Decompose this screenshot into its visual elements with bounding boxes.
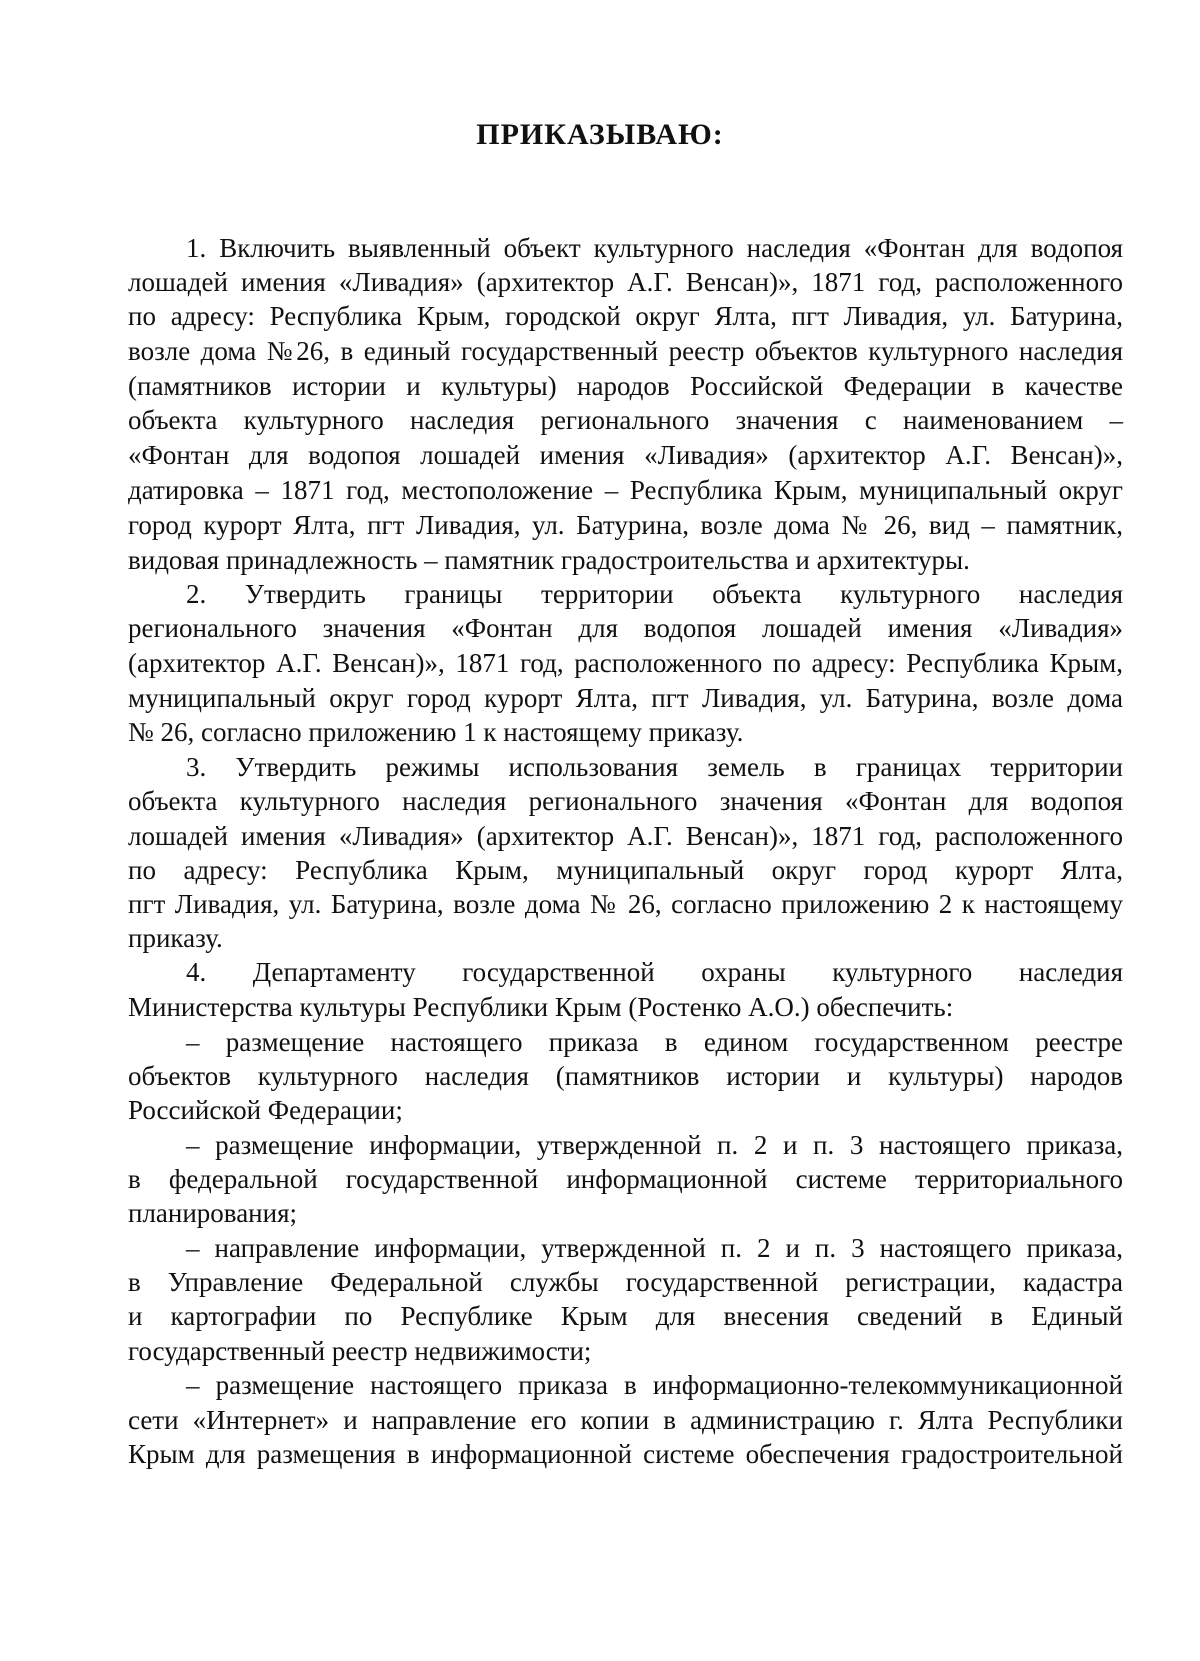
text-line: (памятников истории и культуры) народов Российской Федерации в качестве [128, 371, 1123, 401]
text-line: Крым для размещения в информационной системе обеспечения градостроительной [128, 1439, 1123, 1469]
text-line: лошадей имения «Ливадия» (архитектор А.Г. Венсан)», 1871 год, расположенного [128, 821, 1123, 851]
text-line: регионального значения «Фонтан для водопоя лошадей имения «Ливадия» [128, 613, 1123, 643]
text-line: муниципальный округ город курорт Ялта, пгт Ливадия, ул. Батурина, возле дома [128, 683, 1123, 713]
text-line: в федеральной государственной информационной системе территориального [128, 1164, 1123, 1194]
text-line: приказу. [128, 923, 223, 953]
text-line: 3. Утвердить режимы использования земель в границах территории [186, 752, 1123, 782]
order-heading: ПРИКАЗЫВАЮ: [476, 118, 724, 151]
text-line: город курорт Ялта, пгт Ливадия, ул. Батурина, возле дома № 26, вид – памятник, [128, 510, 1123, 540]
text-line: видовая принадлежность – памятник градостроительства и архитектуры. [128, 545, 970, 575]
text-line: сети «Интернет» и направление его копии в администрацию г. Ялта Республики [128, 1405, 1123, 1435]
text-line: по адресу: Республика Крым, городской округ Ялта, пгт Ливадия, ул. Батурина, [128, 301, 1123, 331]
text-line: государственный реестр недвижимости; [128, 1336, 592, 1366]
text-line: № 26, согласно приложению 1 к настоящему приказу. [128, 717, 744, 747]
text-line: возле дома №26, в единый государственный реестр объектов культурного наследия [128, 336, 1123, 366]
text-line: объекта культурного наследия регионального значения с наименованием – [128, 405, 1123, 435]
text-line: по адресу: Республика Крым, муниципальный округ город курорт Ялта, [128, 855, 1123, 885]
text-line: планирования; [128, 1198, 298, 1228]
text-line: 2. Утвердить границы территории объекта культурного наследия [186, 579, 1123, 609]
text-line: «Фонтан для водопоя лошадей имения «Ливадия» (архитектор А.Г. Венсан)», [128, 440, 1123, 470]
text-line: (архитектор А.Г. Венсан)», 1871 год, расположенного по адресу: Республика Крым, [128, 648, 1123, 678]
text-line: 1. Включить выявленный объект культурного наследия «Фонтан для водопоя [186, 233, 1123, 263]
text-line: объектов культурного наследия (памятников истории и культуры) народов [128, 1061, 1123, 1091]
text-line: 4. Департаменту государственной охраны культурного наследия [186, 957, 1123, 987]
text-line: пгт Ливадия, ул. Батурина, возле дома № 26, согласно приложению 2 к настоящему [128, 889, 1123, 919]
text-line: – направление информации, утвержденной п. 2 и п. 3 настоящего приказа, [186, 1233, 1123, 1263]
text-line: объекта культурного наследия регионального значения «Фонтан для водопоя [128, 786, 1123, 816]
text-line: датировка – 1871 год, местоположение – Республика Крым, муниципальный округ [128, 475, 1123, 505]
text-line: – размещение настоящего приказа в информационно-телекоммуникационной [186, 1370, 1123, 1400]
text-line: в Управление Федеральной службы государственной регистрации, кадастра [128, 1267, 1123, 1297]
text-line: и картографии по Республике Крым для внесения сведений в Единый [128, 1301, 1123, 1331]
text-line: Министерства культуры Республики Крым (Ростенко А.О.) обеспечить: [128, 992, 954, 1022]
text-line: – размещение информации, утвержденной п. 2 и п. 3 настоящего приказа, [186, 1130, 1123, 1160]
text-line: Российской Федерации; [128, 1095, 403, 1125]
text-line: лошадей имения «Ливадия» (архитектор А.Г. Венсан)», 1871 год, расположенного [128, 267, 1123, 297]
text-line: – размещение настоящего приказа в едином государственном реестре [186, 1027, 1123, 1057]
